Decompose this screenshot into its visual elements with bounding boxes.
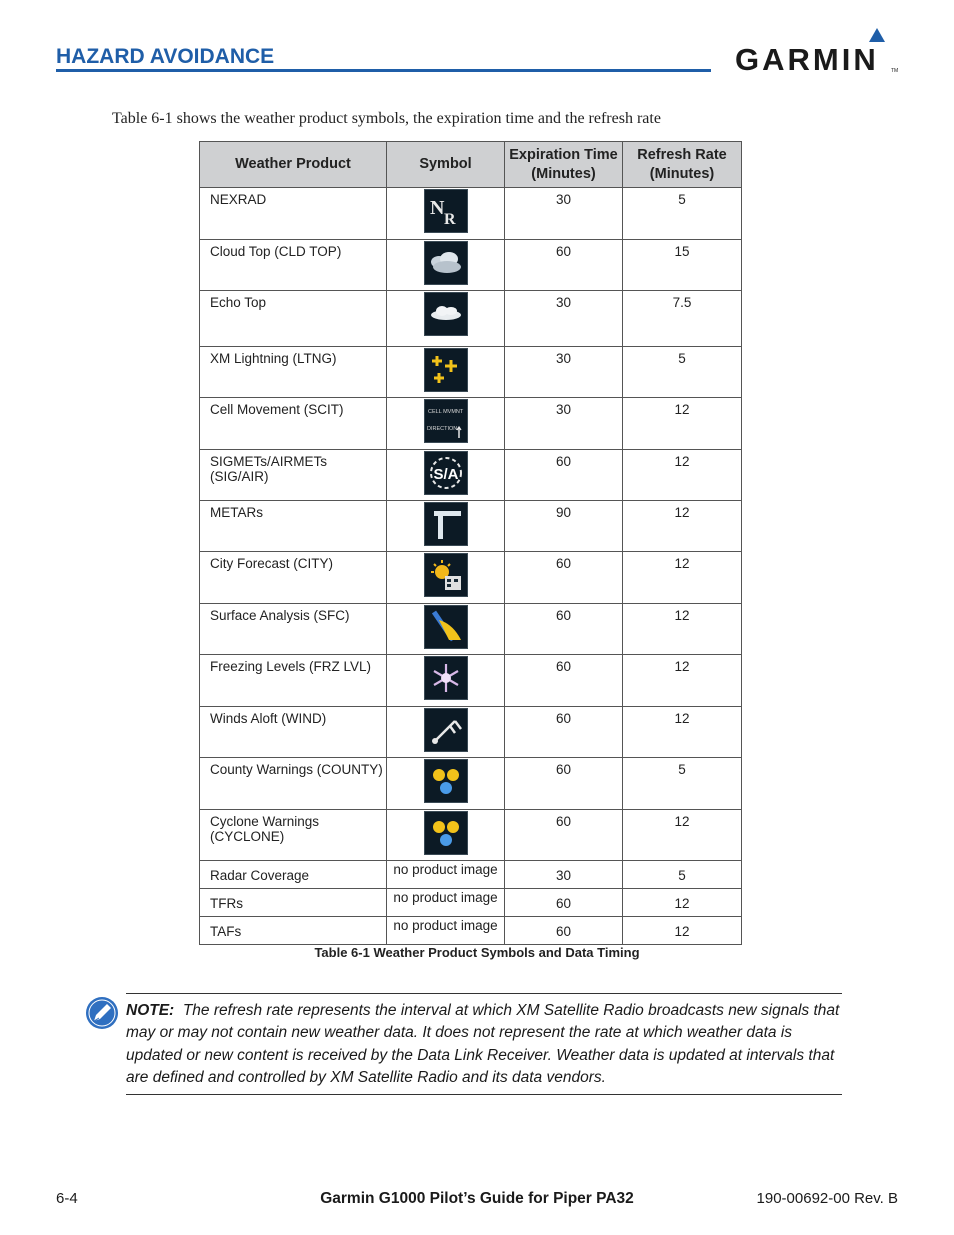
symbol-cell xyxy=(387,758,505,810)
expiration-value: 60 xyxy=(505,450,623,501)
symbol-cell xyxy=(387,604,505,655)
refresh-value: 5 xyxy=(623,188,742,240)
cell-movement-icon-label: DIRECTION xyxy=(426,426,457,432)
expiration-value: 60 xyxy=(505,707,623,758)
product-name: County Warnings (COUNTY) xyxy=(200,758,387,810)
refresh-value: 12 xyxy=(623,889,742,917)
table-row xyxy=(200,398,742,450)
svg-text:R: R xyxy=(443,211,456,228)
expiration-value: 60 xyxy=(505,552,623,604)
expiration-value: 60 xyxy=(505,810,623,861)
table-row xyxy=(200,917,742,945)
refresh-value: 12 xyxy=(623,552,742,604)
product-name: Echo Top xyxy=(200,291,387,347)
symbol-cell xyxy=(387,188,505,240)
refresh-value: 12 xyxy=(623,810,742,861)
header-expiration xyxy=(505,142,623,188)
note-pencil-icon xyxy=(85,996,119,1030)
surface-analysis-icon xyxy=(424,605,468,649)
product-name: Cloud Top (CLD TOP) xyxy=(200,240,387,291)
metar-flag-icon xyxy=(424,502,468,546)
product-name: NEXRAD xyxy=(200,188,387,240)
refresh-value: 12 xyxy=(623,501,742,552)
echo-top-icon xyxy=(424,292,468,336)
expiration-value: 60 xyxy=(505,240,623,291)
footer-title: Garmin G1000 Pilot’s Guide for Piper PA32 xyxy=(320,1190,634,1207)
symbol-cell: no product image xyxy=(387,889,505,917)
table-row xyxy=(200,347,742,398)
expiration-value: 60 xyxy=(505,889,623,917)
header-refresh-line2: (Minutes) xyxy=(649,165,715,182)
table-row xyxy=(200,501,742,552)
county-warnings-icon xyxy=(424,759,468,803)
expiration-value: 60 xyxy=(505,655,623,707)
product-name: Cell Movement (SCIT) xyxy=(200,398,387,450)
doc-number: 190-00692-00 Rev. B xyxy=(756,1190,898,1207)
wind-barb-icon xyxy=(424,708,468,752)
product-name: TAFs xyxy=(200,917,387,945)
symbol-cell xyxy=(387,501,505,552)
refresh-value: 12 xyxy=(623,604,742,655)
symbol-cell xyxy=(387,707,505,758)
expiration-value: 30 xyxy=(505,347,623,398)
table-row xyxy=(200,240,742,291)
expiration-value: 60 xyxy=(505,917,623,945)
table-row xyxy=(200,450,742,501)
table-row xyxy=(200,758,742,810)
sigmet-airmet-icon xyxy=(424,451,468,495)
refresh-value: 12 xyxy=(623,450,742,501)
expiration-value: 30 xyxy=(505,861,623,889)
refresh-value: 15 xyxy=(623,240,742,291)
expiration-value: 60 xyxy=(505,758,623,810)
table-row xyxy=(200,861,742,889)
refresh-value: 12 xyxy=(623,398,742,450)
cloud-top-icon xyxy=(424,241,468,285)
product-name: City Forecast (CITY) xyxy=(200,552,387,604)
page-number: 6-4 xyxy=(56,1190,78,1207)
table-row xyxy=(200,810,742,861)
expiration-value: 30 xyxy=(505,291,623,347)
garmin-logo xyxy=(733,26,898,78)
product-name: Cyclone Warnings (CYCLONE) xyxy=(200,810,387,861)
header-product: Weather Product xyxy=(200,142,387,188)
expiration-value: 30 xyxy=(505,398,623,450)
symbol-cell xyxy=(387,240,505,291)
city-forecast-icon xyxy=(424,553,468,597)
symbol-cell: no product image xyxy=(387,917,505,945)
symbol-cell xyxy=(387,398,505,450)
product-name: TFRs xyxy=(200,889,387,917)
table-row xyxy=(200,291,742,347)
product-name: METARs xyxy=(200,501,387,552)
table-caption: Table 6-1 Weather Product Symbols and Data Timing xyxy=(314,945,640,960)
refresh-value: 5 xyxy=(623,861,742,889)
product-name: Radar Coverage xyxy=(200,861,387,889)
section-title: HAZARD AVOIDANCE xyxy=(56,45,275,68)
note-top-rule xyxy=(126,993,842,994)
note-label: NOTE: xyxy=(126,1002,175,1019)
title-rule xyxy=(56,69,711,72)
symbol-cell xyxy=(387,655,505,707)
cell-movement-icon xyxy=(424,399,468,443)
table-row xyxy=(200,552,742,604)
expiration-value: 90 xyxy=(505,501,623,552)
cyclone-warnings-icon xyxy=(424,811,468,855)
symbol-cell xyxy=(387,552,505,604)
symbol-cell xyxy=(387,450,505,501)
refresh-value: 12 xyxy=(623,655,742,707)
intro-text: Table 6-1 shows the weather product symbols, the expiration time and the refresh rate xyxy=(112,110,661,127)
header-expiration-line2: (Minutes) xyxy=(531,165,596,182)
table-row xyxy=(200,707,742,758)
table-row xyxy=(200,188,742,240)
product-name: XM Lightning (LTNG) xyxy=(200,347,387,398)
refresh-value: 7.5 xyxy=(623,291,742,347)
table-header-row xyxy=(200,142,742,188)
product-name: Freezing Levels (FRZ LVL) xyxy=(200,655,387,707)
header-expiration-line1: Expiration Time xyxy=(509,146,618,163)
cell-movement-icon-label: CELL MVMNT xyxy=(427,409,463,415)
expiration-value: 60 xyxy=(505,604,623,655)
symbol-cell xyxy=(387,347,505,398)
snowflake-icon xyxy=(424,656,468,700)
weather-product-table xyxy=(199,141,742,945)
note-text xyxy=(126,1000,844,1089)
table-row xyxy=(200,655,742,707)
symbol-cell xyxy=(387,810,505,861)
svg-text:N: N xyxy=(429,197,444,219)
product-name: SIGMETs/AIRMETs (SIG/AIR) xyxy=(200,450,387,501)
logo-trademark: TM xyxy=(891,68,898,74)
logo-triangle-icon xyxy=(869,28,885,42)
product-name: Surface Analysis (SFC) xyxy=(200,604,387,655)
header-refresh-line1: Refresh Rate xyxy=(637,146,727,163)
refresh-value: 12 xyxy=(623,917,742,945)
expiration-value: 30 xyxy=(505,188,623,240)
refresh-value: 5 xyxy=(623,758,742,810)
header-refresh xyxy=(623,142,742,188)
refresh-value: 12 xyxy=(623,707,742,758)
lightning-icon xyxy=(424,348,468,392)
nexrad-icon xyxy=(424,189,468,233)
table-row xyxy=(200,889,742,917)
symbol-cell: no product image xyxy=(387,861,505,889)
table-row xyxy=(200,604,742,655)
header-symbol: Symbol xyxy=(387,142,505,188)
logo-wordmark: GARMIN xyxy=(735,42,879,77)
sigmet-airmet-icon-label: S/A xyxy=(432,466,459,483)
refresh-value: 5 xyxy=(623,347,742,398)
note-bottom-rule xyxy=(126,1094,842,1095)
note-body: The refresh rate represents the interval at which XM Satellite Radio broadcasts new signals that may or may not contain new weather data. It does not represent the rate at which weather data is updated or new content is received by the Data Link Receiver. Weather data is updated at intervals that are defined and controlled by XM Satellite Radio and its data vendors. xyxy=(126,1002,840,1086)
product-name: Winds Aloft (WIND) xyxy=(200,707,387,758)
symbol-cell xyxy=(387,291,505,347)
